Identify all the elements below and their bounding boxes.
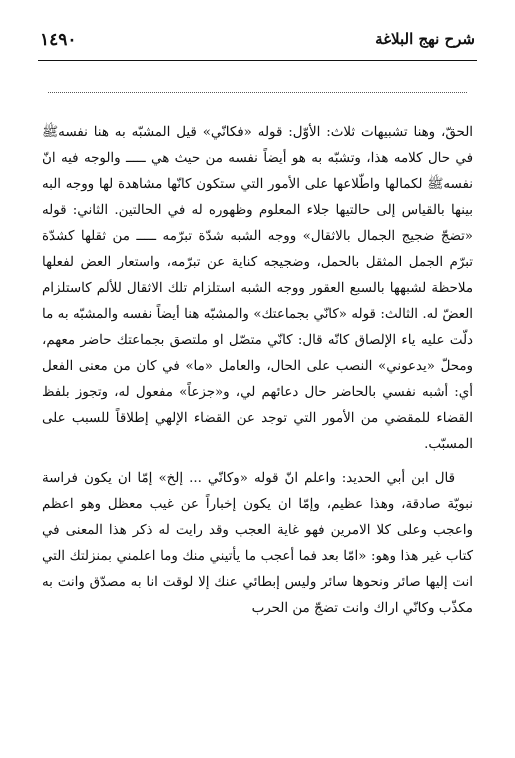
body-text (42, 120, 473, 622)
page-number: ١٤٩٠ (40, 30, 77, 50)
header-rule (38, 60, 477, 61)
book-title: شرح نهج البلاغة (375, 30, 475, 48)
paragraph-1: الحقّ، وهنا تشبيهات ثلاث: الأوّل: قوله «فكانّي» قيل المشبّه به هنا نفسهﷺ في حال كلامه هذا، وتشبّه به هو أيضاً نفسه من حيث هي ـــــ والوجه فيه انّ نفسهﷺ لكمالها واطّلاعها على الأمور التي ستكون كانّها مشاهدة لها ووجه البه بينها بالقياس إلى حالتيها جلاء المعلوم وظهوره له في الحالتين. الثاني: قوله «تضجّ ضجيج الجمال بالاثقال» ووجه الشبه شدّة تبرّمه ـــــ من ثقلها كشدّة تبرّم الجمل المثقل بالحمل، وضجيجه كناية عن تبرّمه، واستعار العض لفعلها ملاحظة لشبهها بالسبع العقور ووجه الشبه استلزام تلك الاثقال للألم كاستلزام العضّ له. الثالث: قوله «كانّي بجماعتك» والمشبّه هنا أيضاً نفسه والمشبّه به ما دلّت عليه ياء الإلصاق كانّه قال: كانّي متصّل او ملتصق بجماعتك حاضر معهم، ومحلّ «يدعوني» النصب على الحال، والعامل «ما» في كان من معنى الفعل أي: أشبه نفسي بالحاضر حال دعائهم لي، و«جزعاً» مفعول له، وتجوز بلفظ القضاء للمقضي من الأمور التي توجد عن القضاء الإلهي إطلاقاً للسبب على المسبّب. (42, 125, 473, 452)
page-header (40, 30, 475, 54)
dotted-separator (48, 92, 467, 93)
paragraph-2: قال ابن أبي الحديد: واعلم انّ قوله «وكانّي ... إلخ» إمّا ان يكون فراسة نبويّة صادقة، وهذا عظيم، وإمّا ان يكون إخباراً عن غيب معظل وهو اعظم واعجب وعلى كلا الامرين فهو غاية العجب وقد رايت له ذكر هذا المعنى في كتاب غير هذا وهو: «امّا بعد فما أعجب ما يأتيني منك وما اعلمني بمنزلتك التي انت إليها صائر ونحوها سائر وليس إبطائي عنك إلا لوقت انا به مصدّق وانت به مكذّب وكانّي اراك وانت تضجّ من الحرب (42, 471, 473, 616)
